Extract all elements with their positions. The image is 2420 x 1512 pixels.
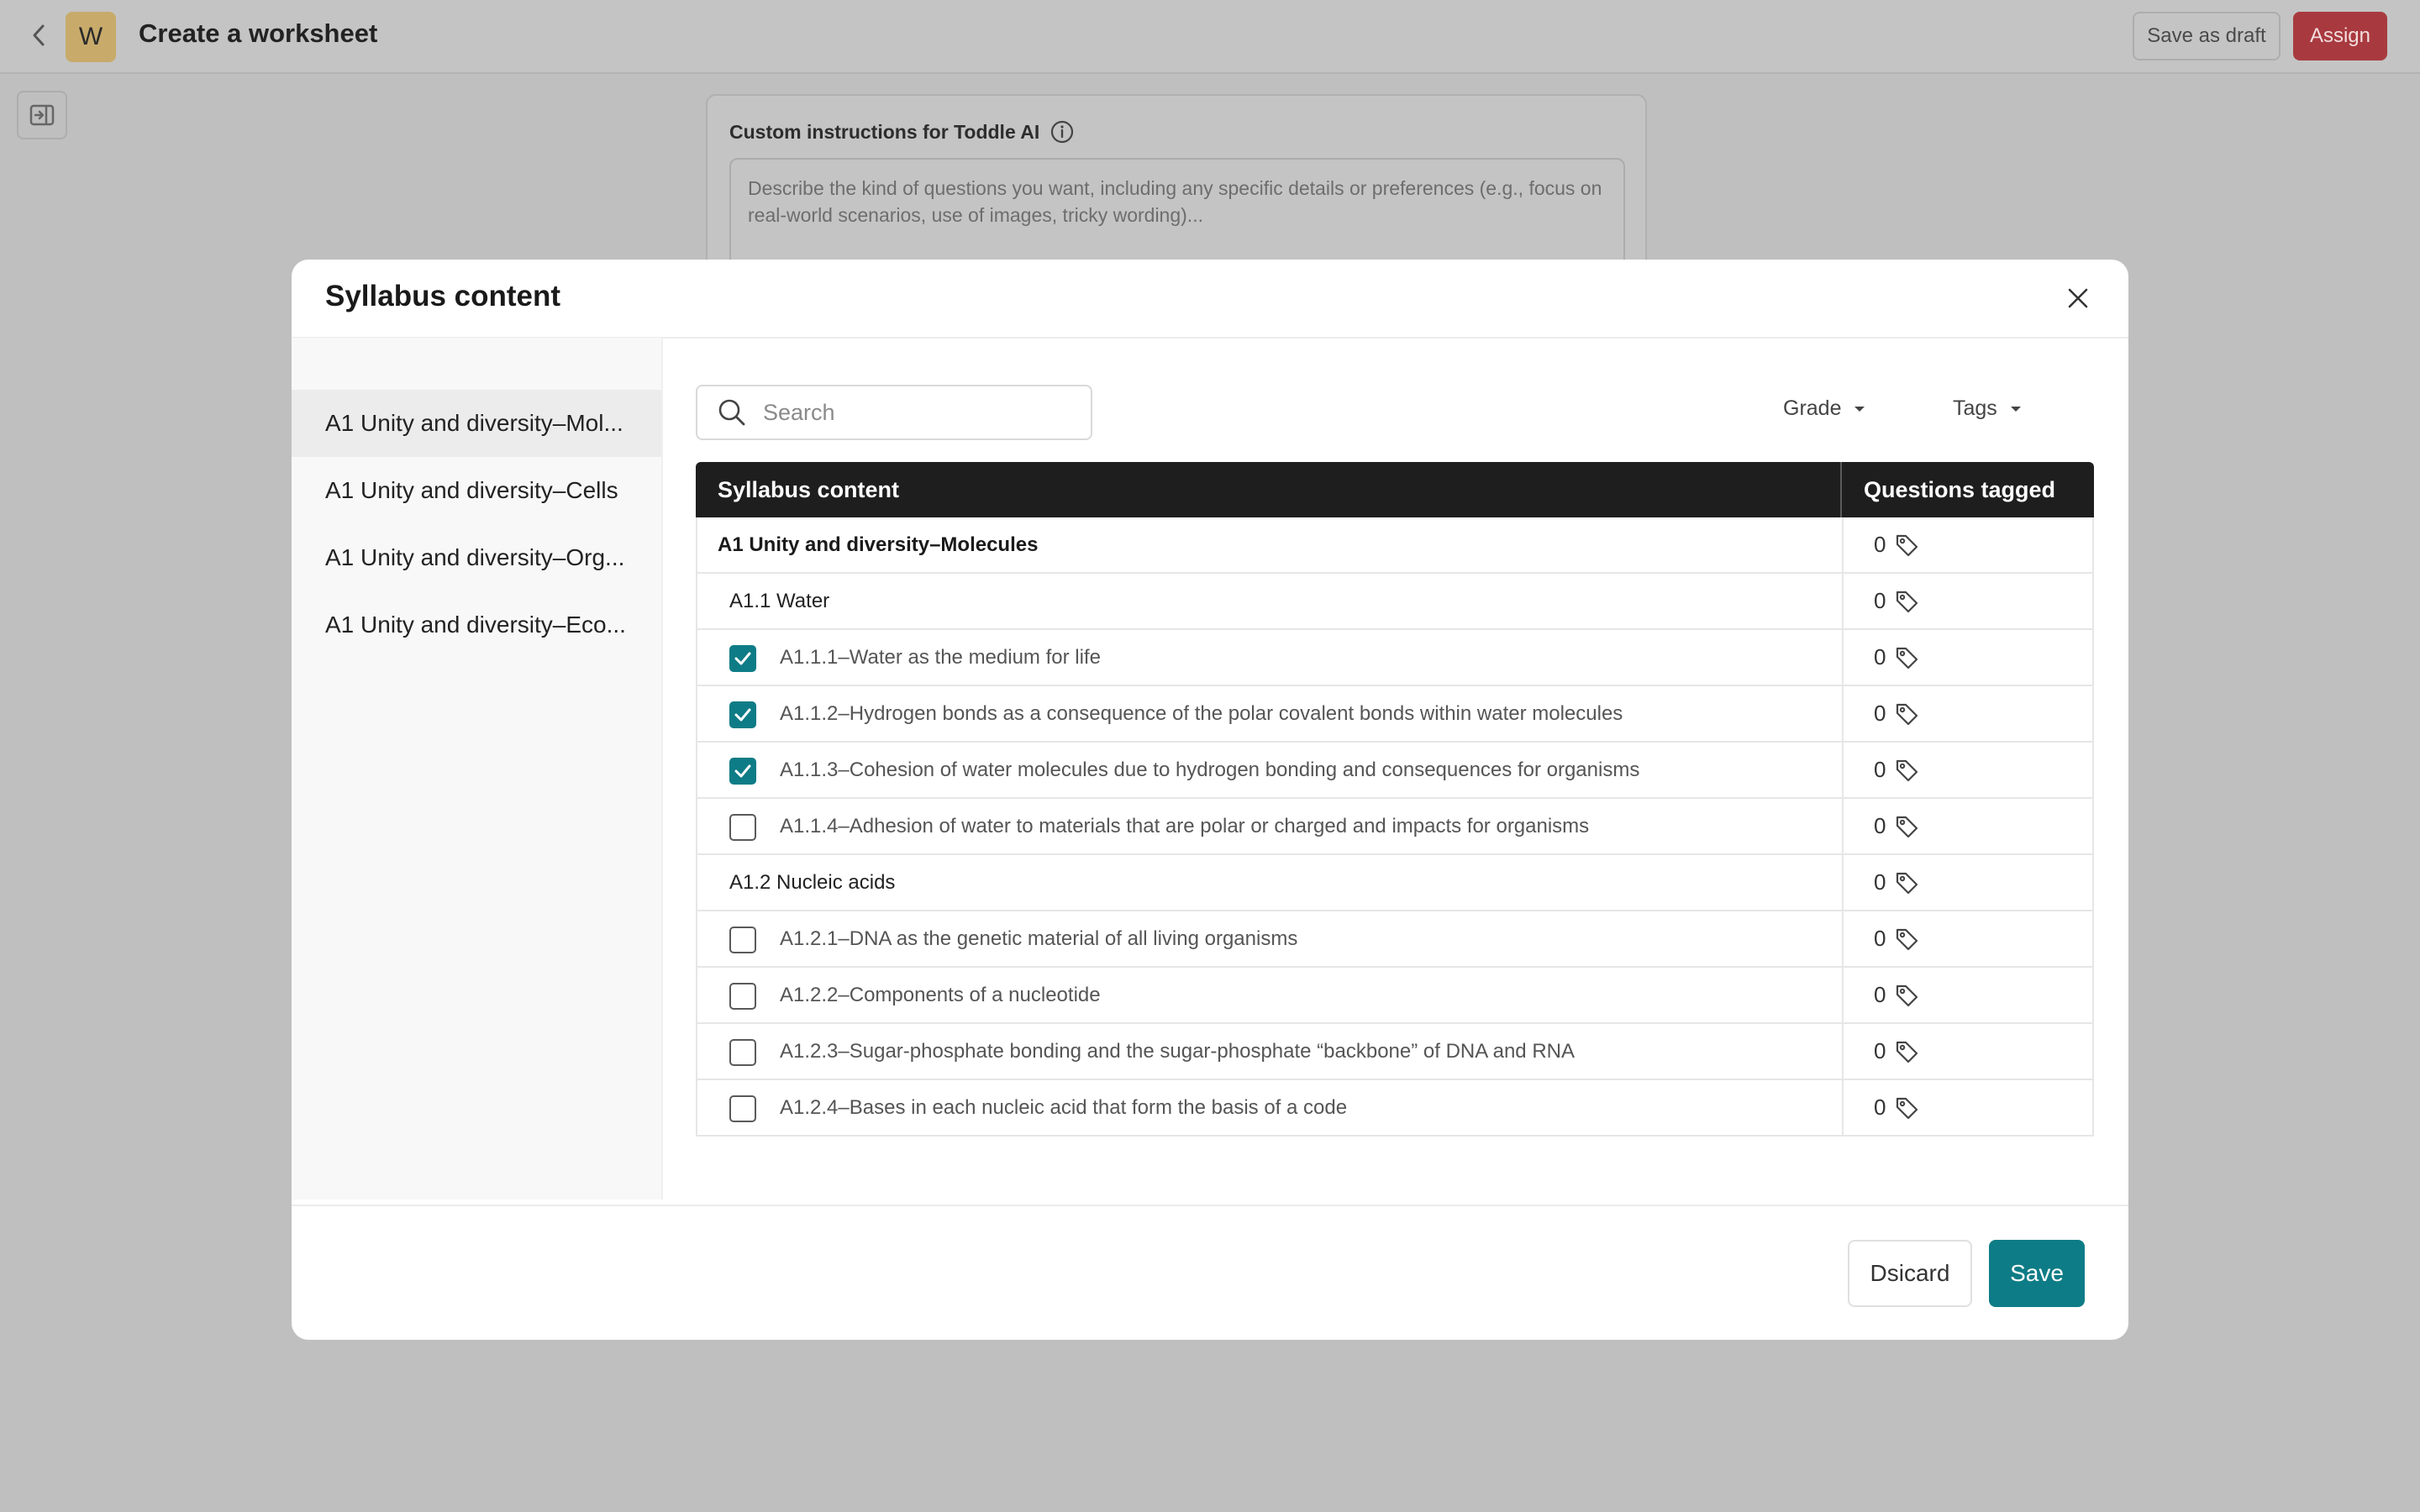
row-label: A1.2.4–Bases in each nucleic acid that form the basis of a code <box>780 1095 1348 1119</box>
row-checkbox[interactable] <box>729 1039 756 1066</box>
save-as-draft-button[interactable]: Save as draft <box>2133 12 2281 60</box>
header-divider <box>1840 462 1842 517</box>
info-icon[interactable] <box>1050 119 1075 144</box>
search-icon <box>718 398 746 427</box>
row-label: A1.1.4–Adhesion of water to materials that are polar or charged and impacts for organisms <box>780 814 1590 837</box>
tag-icon <box>1894 758 1919 783</box>
tag-icon <box>1894 533 1919 558</box>
tag-icon <box>1894 927 1919 952</box>
syllabus-content-panel <box>662 338 2128 1200</box>
table-row <box>696 574 2094 630</box>
row-checkbox[interactable] <box>729 1095 756 1122</box>
row-checkbox[interactable] <box>729 645 756 672</box>
tag-icon <box>1894 983 1919 1008</box>
table-row[interactable] <box>696 1024 2094 1080</box>
save-button[interactable]: Save <box>1989 1240 2085 1307</box>
cell-divider <box>1842 855 1844 910</box>
table-body <box>696 517 2094 1137</box>
column-header-content: Syllabus content <box>718 476 900 502</box>
table-row[interactable] <box>696 686 2094 743</box>
questions-tagged-cell <box>1874 743 1919 797</box>
tagged-count: 0 <box>1874 869 1886 895</box>
tag-icon <box>1894 701 1919 727</box>
tagged-count: 0 <box>1874 644 1886 669</box>
cell-divider <box>1842 574 1844 628</box>
modal-title: Syllabus content <box>325 280 561 312</box>
cell-divider <box>1842 911 1844 966</box>
syllabus-nav <box>292 338 663 1200</box>
modal-header <box>292 260 2128 339</box>
nav-item-molecules[interactable]: A1 Unity and diversity–Mol... <box>292 390 661 457</box>
top-bar <box>0 0 2420 74</box>
row-label: A1.1.3–Cohesion of water molecules due to hydrogen bonding and consequences for organisms <box>780 758 1640 781</box>
questions-tagged-cell <box>1874 799 1919 853</box>
row-checkbox[interactable] <box>729 927 756 953</box>
row-checkbox[interactable] <box>729 814 756 841</box>
tagged-count: 0 <box>1874 532 1886 557</box>
tagged-count: 0 <box>1874 982 1886 1007</box>
table-header <box>696 462 2094 517</box>
section-title: A1 Unity and diversity–Molecules <box>718 533 1039 556</box>
questions-tagged-cell <box>1874 968 1919 1022</box>
nav-item-cells[interactable]: A1 Unity and diversity–Cells <box>325 477 618 503</box>
search-placeholder: Search <box>763 399 835 425</box>
questions-tagged-cell <box>1874 1080 1919 1135</box>
tag-icon <box>1894 1039 1919 1064</box>
cell-divider <box>1842 968 1844 1022</box>
caret-down-icon <box>1853 405 1866 413</box>
syllabus-content-modal <box>292 260 2128 1340</box>
back-button[interactable] <box>22 18 55 52</box>
tagged-count: 0 <box>1874 813 1886 838</box>
row-checkbox[interactable] <box>729 701 756 728</box>
table-row[interactable] <box>696 911 2094 968</box>
grade-filter[interactable] <box>1783 396 1866 421</box>
row-checkbox[interactable] <box>729 758 756 785</box>
chevron-left-icon <box>29 24 48 47</box>
questions-tagged-cell <box>1874 517 1919 572</box>
tag-icon <box>1894 1095 1919 1121</box>
row-label: A1.2.2–Components of a nucleotide <box>780 983 1101 1006</box>
row-label: A1.2.1–DNA as the genetic material of all living organisms <box>780 927 1298 950</box>
checkmark-icon <box>734 707 752 722</box>
subsection-title: A1.2 Nucleic acids <box>729 870 896 894</box>
row-checkbox[interactable] <box>729 983 756 1010</box>
tagged-count: 0 <box>1874 926 1886 951</box>
table-row[interactable] <box>696 968 2094 1024</box>
nav-item-ecosystems[interactable]: A1 Unity and diversity–Eco... <box>325 612 626 638</box>
search-input[interactable] <box>696 385 1092 440</box>
tag-icon <box>1894 870 1919 895</box>
table-row[interactable] <box>696 799 2094 855</box>
custom-instructions-label <box>729 119 1075 144</box>
checkmark-icon <box>734 651 752 666</box>
tag-icon <box>1894 814 1919 839</box>
questions-tagged-cell <box>1874 855 1919 910</box>
close-icon <box>2067 287 2089 309</box>
discard-button[interactable]: Dsicard <box>1848 1240 1972 1307</box>
cell-divider <box>1842 517 1844 572</box>
checkmark-icon <box>734 764 752 779</box>
syllabus-table <box>696 462 2094 1137</box>
tags-filter[interactable] <box>1953 396 2023 421</box>
caret-down-icon <box>2009 405 2023 413</box>
subsection-title: A1.1 Water <box>729 589 830 612</box>
questions-tagged-cell <box>1874 686 1919 741</box>
nav-item-organisms[interactable]: A1 Unity and diversity–Org... <box>325 544 625 570</box>
table-row <box>696 855 2094 911</box>
custom-instructions-input[interactable]: Describe the kind of questions you want, including any specific details or preferences (e.g., focus on real-world scenarios, use of images, tricky wording)... <box>729 158 1625 292</box>
questions-tagged-cell <box>1874 574 1919 628</box>
tagged-count: 0 <box>1874 1038 1886 1063</box>
table-row[interactable] <box>696 743 2094 799</box>
tagged-count: 0 <box>1874 757 1886 782</box>
table-row[interactable] <box>696 1080 2094 1137</box>
cell-divider <box>1842 1080 1844 1135</box>
tag-icon <box>1894 645 1919 670</box>
row-label: A1.1.2–Hydrogen bonds as a consequence of the polar covalent bonds within water molecules <box>780 701 1623 725</box>
questions-tagged-cell <box>1874 630 1919 685</box>
assign-button[interactable]: Assign <box>2293 12 2387 60</box>
cell-divider <box>1842 743 1844 797</box>
questions-tagged-cell <box>1874 911 1919 966</box>
custom-instructions-title: Custom instructions for Toddle AI <box>729 120 1040 143</box>
row-label: A1.2.3–Sugar-phosphate bonding and the sugar-phosphate “backbone” of DNA and RNA <box>780 1039 1575 1063</box>
tag-icon <box>1894 589 1919 614</box>
tagged-count: 0 <box>1874 701 1886 726</box>
table-row[interactable] <box>696 630 2094 686</box>
worksheet-logo: W <box>66 12 116 62</box>
close-button[interactable] <box>2060 280 2096 317</box>
table-row <box>696 517 2094 574</box>
cell-divider <box>1842 686 1844 741</box>
tagged-count: 0 <box>1874 588 1886 613</box>
grade-filter-label: Grade <box>1783 396 1842 420</box>
modal-footer <box>292 1205 2128 1340</box>
column-header-tagged: Questions tagged <box>1864 476 2056 502</box>
custom-instructions-card <box>706 94 1647 287</box>
tags-filter-label: Tags <box>1953 396 1997 420</box>
expand-panel-icon <box>29 104 55 126</box>
cell-divider <box>1842 1024 1844 1079</box>
cell-divider <box>1842 799 1844 853</box>
expand-panel-button[interactable] <box>17 91 67 139</box>
row-label: A1.1.1–Water as the medium for life <box>780 645 1101 669</box>
questions-tagged-cell <box>1874 1024 1919 1079</box>
cell-divider <box>1842 630 1844 685</box>
tagged-count: 0 <box>1874 1095 1886 1120</box>
page-title: Create a worksheet <box>139 18 378 48</box>
